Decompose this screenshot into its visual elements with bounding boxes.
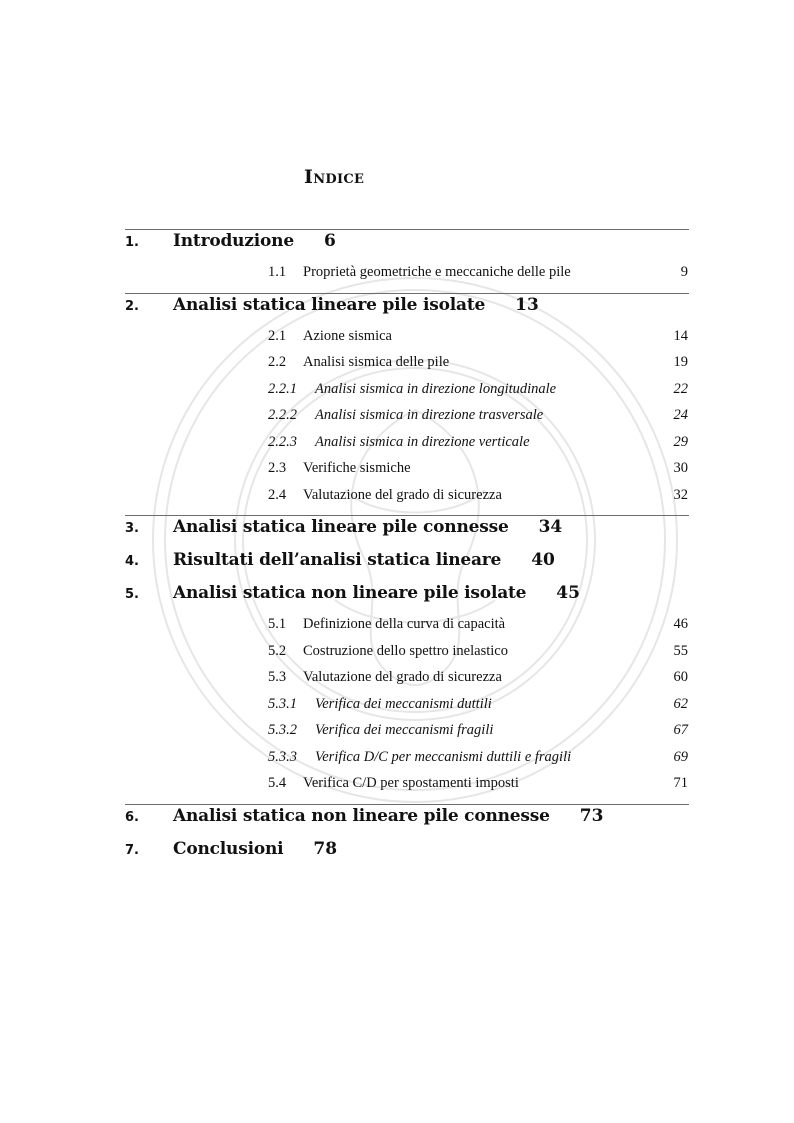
toc-chapter-entry[interactable] [125, 231, 336, 257]
chapter-title: Conclusioni [173, 838, 284, 859]
section-number: 5.3.3 [268, 748, 297, 765]
chapter-number: 6. [125, 809, 139, 825]
section-title: Verifiche sismiche [303, 460, 411, 476]
toc-section-entry[interactable] [268, 328, 688, 348]
toc-section-entry[interactable] [268, 643, 688, 663]
toc-section-entry[interactable] [268, 460, 688, 480]
chapter-page-number: 40 [531, 550, 555, 570]
section-page-number: 14 [673, 327, 688, 344]
chapter-number: 3. [125, 521, 139, 536]
section-title: Analisi sismica in direzione longitudinale [315, 380, 557, 397]
toc-subsection-entry[interactable] [268, 749, 688, 769]
section-title: Costruzione dello spettro inelastico [303, 642, 508, 659]
chapter-title: Analisi statica lineare pile isolate [173, 294, 486, 315]
toc-chapter-entry[interactable] [125, 806, 603, 832]
section-number: 5.3.2 [268, 722, 297, 738]
chapter-page-number: 34 [538, 517, 563, 537]
section-title: Valutazione del grado di sicurezza [303, 669, 502, 685]
toc-section-entry[interactable] [268, 487, 688, 507]
section-title: Azione sismica [303, 327, 392, 344]
toc-chapter-entry[interactable] [125, 517, 562, 543]
section-page-number: 32 [673, 486, 688, 503]
section-divider [125, 804, 689, 805]
section-page-number: 22 [673, 380, 688, 397]
section-number: 2.4 [268, 486, 287, 503]
section-divider [125, 293, 689, 294]
section-number: 1.1 [268, 264, 287, 280]
section-number: 5.1 [268, 616, 287, 632]
chapter-page-number: 45 [556, 583, 580, 603]
toc-subsection-entry[interactable] [268, 407, 688, 427]
section-number: 2.3 [268, 460, 287, 476]
toc-chapter-entry[interactable] [125, 839, 337, 865]
section-page-number: 60 [673, 669, 688, 685]
toc-chapter-entry[interactable] [125, 583, 580, 609]
section-divider [125, 229, 689, 230]
toc-section-entry[interactable] [268, 775, 688, 795]
section-number: 2.1 [268, 327, 287, 344]
chapter-number: 4. [125, 554, 139, 569]
section-title: Definizione della curva di capacità [303, 616, 506, 632]
section-page-number: 67 [673, 722, 688, 738]
chapter-number: 5. [125, 587, 139, 602]
section-page-number: 30 [673, 460, 688, 476]
toc-subsection-entry[interactable] [268, 696, 688, 716]
chapter-number: 2. [125, 298, 139, 314]
toc-subsection-entry[interactable] [268, 434, 688, 454]
toc-section-entry[interactable] [268, 264, 688, 284]
section-number: 5.3.1 [268, 695, 297, 712]
section-title: Verifica D/C per meccanismi duttili e fragili [315, 748, 572, 765]
chapter-title: Introduzione [173, 231, 294, 251]
section-number: 2.2.2 [268, 407, 297, 423]
section-number: 5.3 [268, 669, 287, 685]
section-page-number: 55 [673, 642, 688, 659]
section-title: Proprietà geometriche e meccaniche delle pile [303, 264, 571, 280]
section-page-number: 19 [673, 354, 688, 370]
section-page-number: 71 [673, 775, 688, 791]
section-divider [125, 515, 689, 516]
chapter-number: 7. [125, 842, 139, 858]
chapter-page-number: 78 [313, 838, 338, 859]
section-title: Analisi sismica in direzione verticale [315, 433, 530, 450]
toc-chapter-entry[interactable] [125, 550, 555, 576]
section-title: Valutazione del grado di sicurezza [303, 486, 502, 503]
chapter-title: Analisi statica lineare pile connesse [173, 517, 509, 537]
chapter-page-number: 73 [579, 805, 604, 826]
section-page-number: 46 [673, 616, 688, 632]
section-title: Analisi sismica delle pile [303, 354, 450, 370]
page-title: Indice [304, 166, 365, 188]
section-page-number: 29 [673, 433, 688, 450]
section-number: 2.2 [268, 354, 287, 370]
toc-section-entry[interactable] [268, 354, 688, 374]
section-title: Verifica dei meccanismi fragili [315, 722, 494, 738]
toc-section-entry[interactable] [268, 669, 688, 689]
toc-subsection-entry[interactable] [268, 381, 688, 401]
chapter-title: Analisi statica non lineare pile connesse [173, 805, 550, 826]
section-title: Verifica dei meccanismi duttili [315, 695, 492, 712]
section-title: Analisi sismica in direzione trasversale [315, 407, 544, 423]
toc-chapter-entry[interactable] [125, 295, 539, 321]
section-page-number: 9 [680, 264, 688, 280]
section-number: 2.2.1 [268, 380, 297, 397]
section-title: Verifica C/D per spostamenti imposti [303, 775, 519, 791]
chapter-title: Analisi statica non lineare pile isolate [173, 583, 527, 603]
chapter-page-number: 13 [515, 294, 539, 315]
section-page-number: 69 [673, 748, 688, 765]
section-page-number: 62 [673, 695, 688, 712]
chapter-title: Risultati dell’analisi statica lineare [173, 550, 502, 570]
section-page-number: 24 [673, 407, 688, 423]
toc-subsection-entry[interactable] [268, 722, 688, 742]
toc-section-entry[interactable] [268, 616, 688, 636]
section-number: 5.4 [268, 775, 287, 791]
section-number: 2.2.3 [268, 433, 297, 450]
chapter-number: 1. [125, 235, 139, 250]
chapter-page-number: 6 [323, 231, 336, 251]
section-number: 5.2 [268, 642, 287, 659]
